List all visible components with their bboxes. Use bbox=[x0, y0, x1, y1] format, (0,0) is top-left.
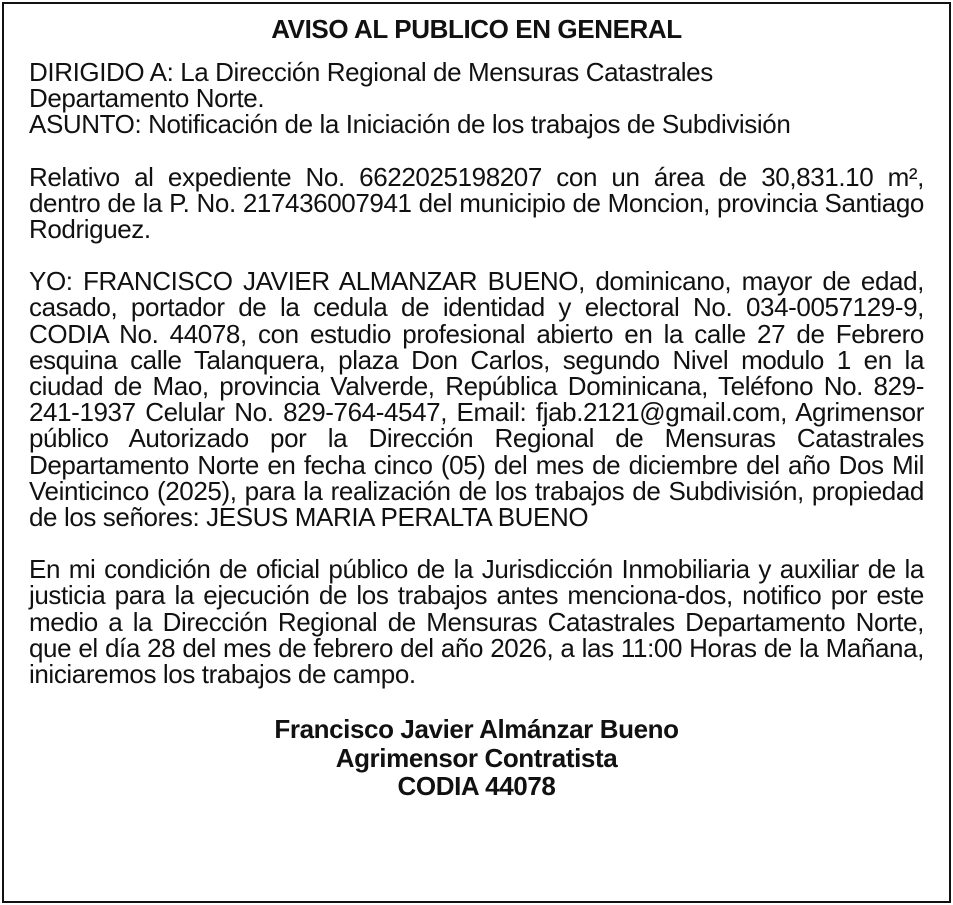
spacer bbox=[29, 530, 924, 556]
declarant-paragraph: YO: FRANCISCO JAVIER ALMANZAR BUENO, dominicano, mayor de edad, casado, portador de la cedula de identidad y electoral No. 034-0057129-9, CODIA No. 44078, con estudio profesional abierto en la calle 27 de Febrero esquina calle Talanquera, plaza Don Carlos, segundo Nivel modulo 1 en la ciudad de Mao, provincia Valverde, República Dominicana, Teléfono No. 829-241-1937 Celular No. 829-764-4547, Email: fjab.2121@gmail.com, Agrimensor público Autorizado por la Dirección Regional de Mensuras Catastrales Departamento Norte en fecha cinco (05) del mes de diciembre del año Dos Mil Veinticinco (2025), para la realización de los trabajos de Subdivisión, propiedad de los señores: JESUS MARIA PERALTA BUENO bbox=[29, 266, 924, 533]
notice-title: AVISO AL PUBLICO EN GENERAL bbox=[271, 14, 682, 44]
subject-line: ASUNTO: Notificación de la Iniciación de los trabajos de Subdivisión bbox=[29, 109, 791, 140]
spacer bbox=[29, 687, 924, 715]
spacer bbox=[29, 138, 924, 164]
signature-codia: CODIA 44078 bbox=[397, 771, 556, 802]
notice-body bbox=[29, 13, 924, 801]
notification-paragraph: En mi condición de oficial público de la Jurisdicción Inmobiliaria y auxiliar de la justicia para la ejecución de los trabajos antes menciona-dos, notifico por este medio a la Dirección Regional de Mensuras Catastrales Departamento Norte, que el día 28 del mes de febrero del año 2026, a las 11:00 Horas de la Mañana, iniciaremos los trabajos de campo. bbox=[29, 554, 924, 690]
notice-frame bbox=[2, 2, 951, 903]
signature-name: Francisco Javier Almánzar Bueno bbox=[274, 714, 679, 745]
signature-block bbox=[29, 715, 924, 801]
spacer bbox=[29, 242, 924, 268]
addressee-line: DIRIGIDO A: La Dirección Regional de Mensuras Catastrales bbox=[29, 57, 713, 87]
expediente-paragraph: Relativo al expediente No. 6622025198207 con un área de 30,831.10 m², dentro de la P. No. 217436007941 del municipio de Moncion, provincia Santiago Rodriguez. bbox=[29, 161, 924, 245]
addressee-department: Departamento Norte. bbox=[29, 83, 265, 114]
signature-role: Agrimensor Contratista bbox=[335, 742, 618, 773]
